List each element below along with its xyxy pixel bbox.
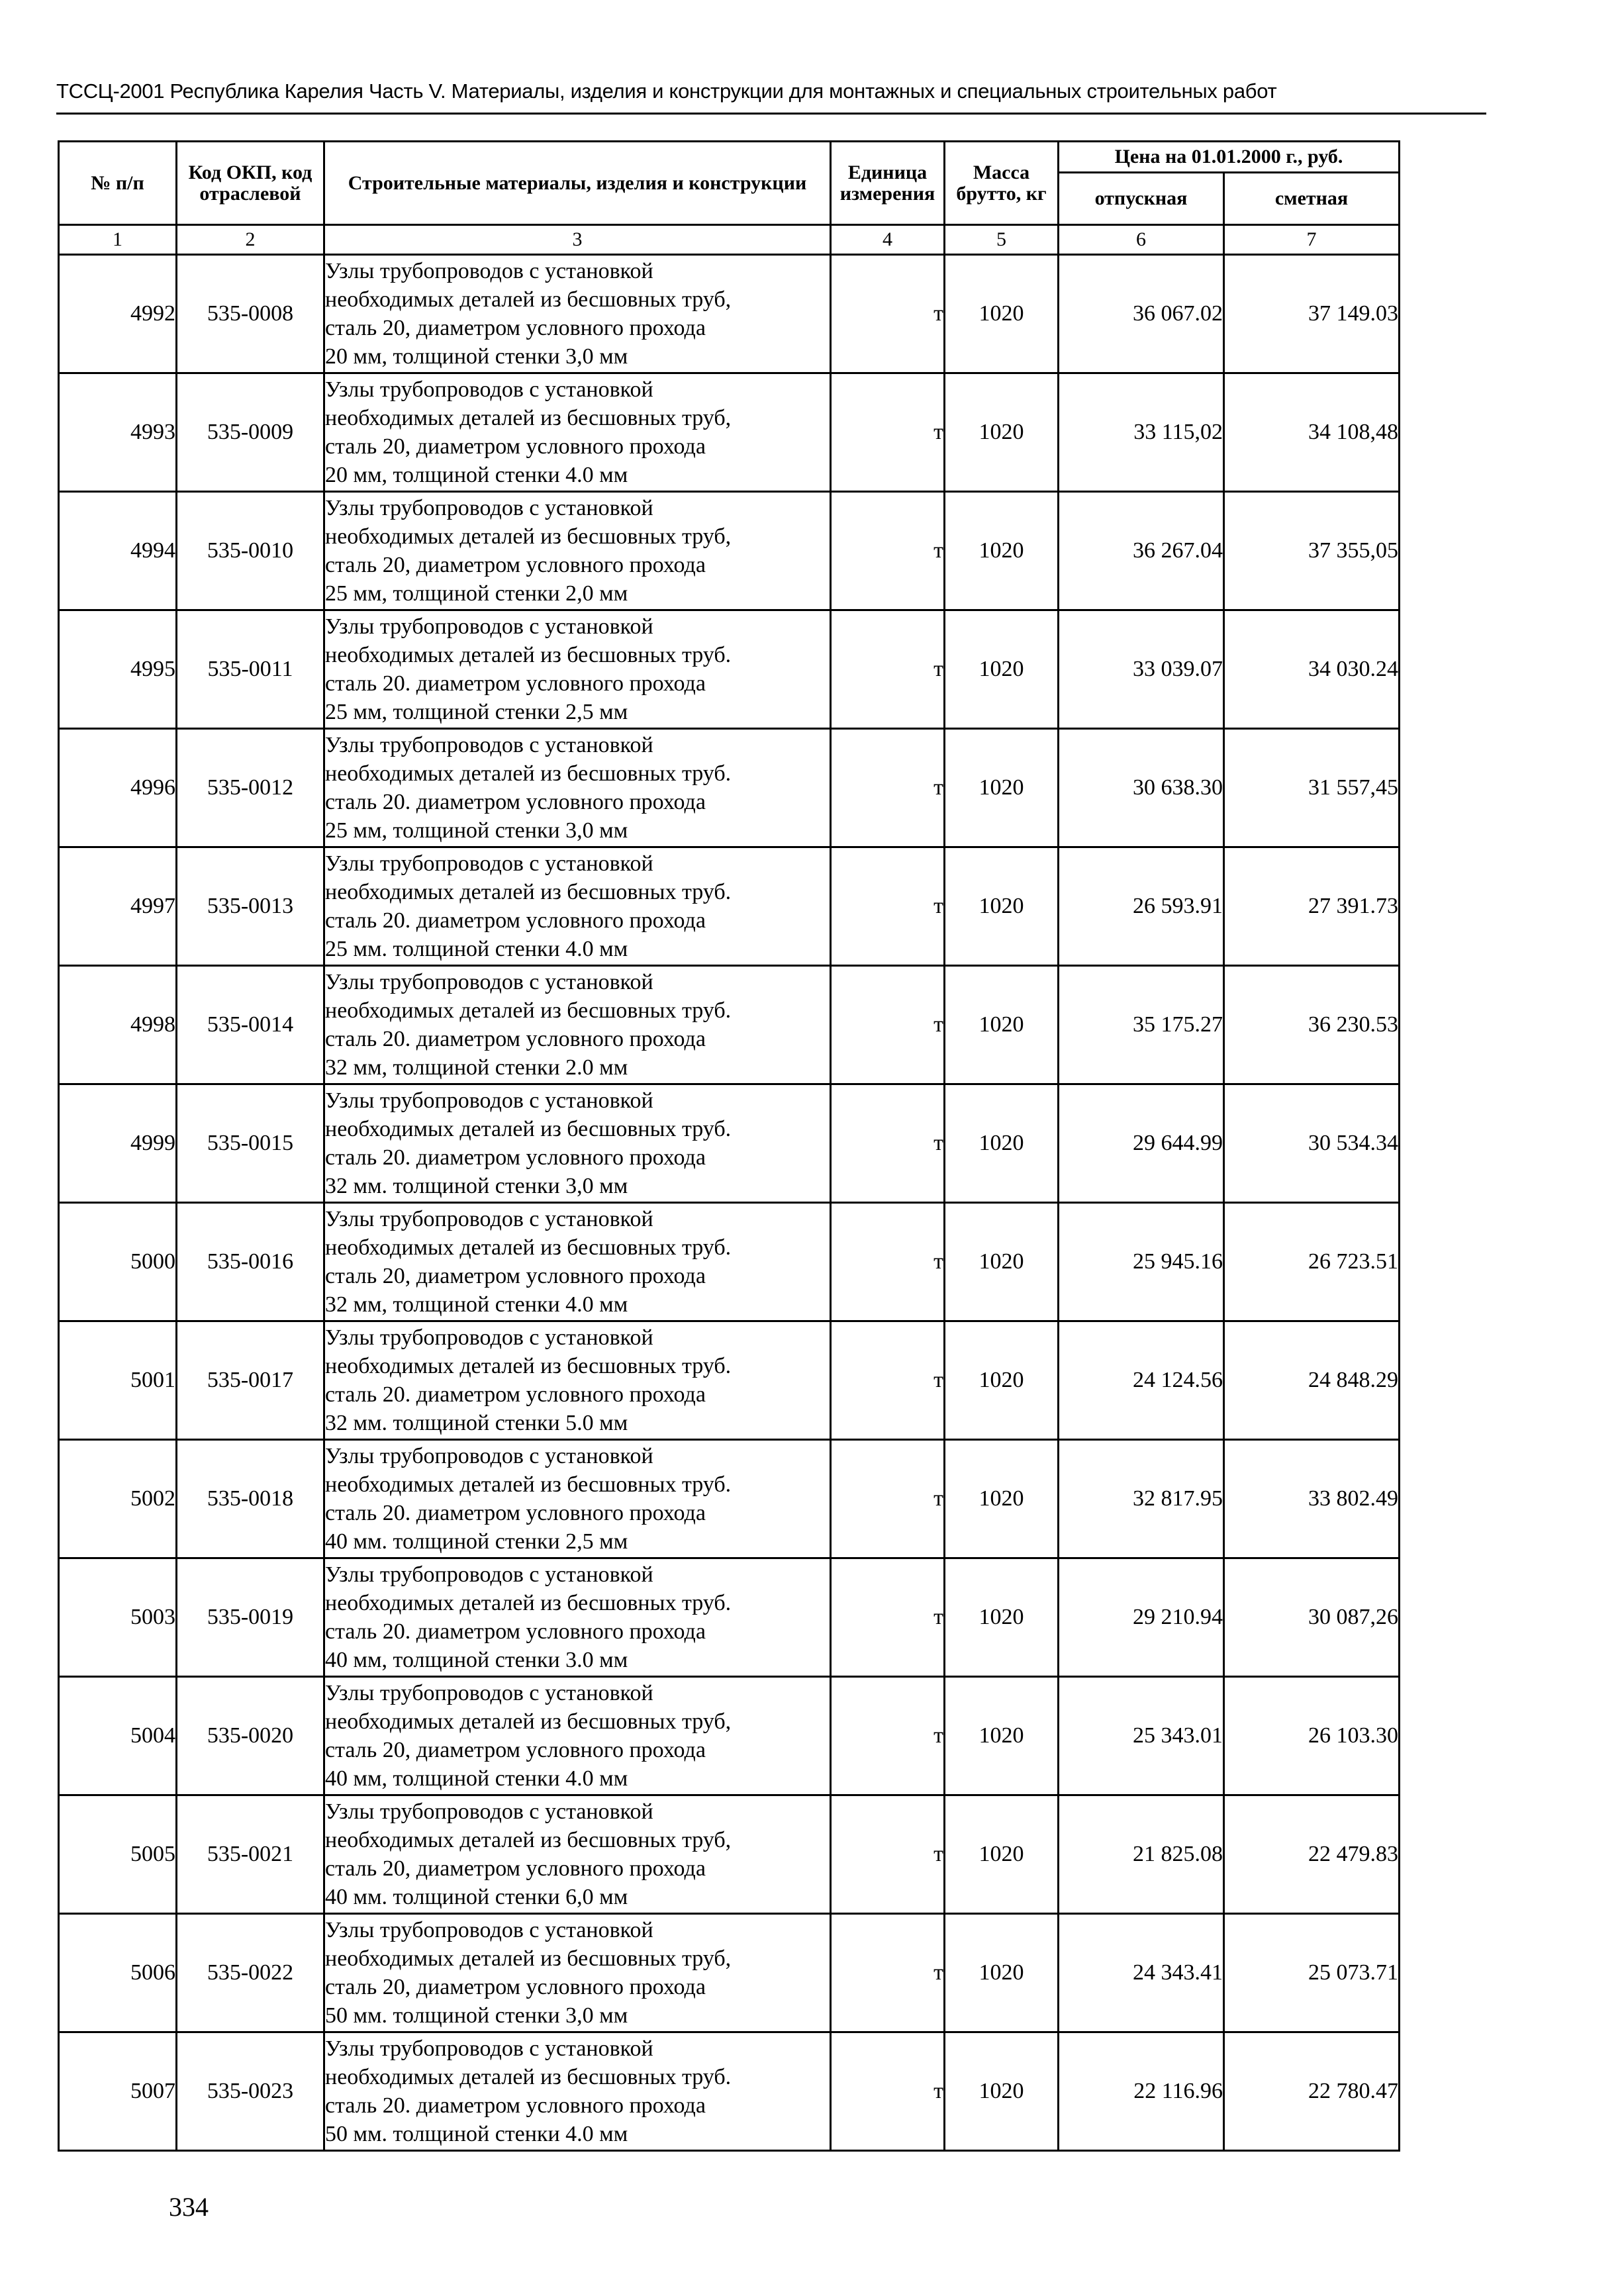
cell-name-line: 20 мм, толщиной стенки 3,0 мм [325,344,628,369]
cell-name-line: сталь 20. диаметром условного прохода [325,2093,706,2118]
cell-price-release: 29 644.99 [1059,1084,1224,1203]
table-row [59,1321,1400,1440]
cell-name [324,1203,831,1321]
table-row [59,610,1400,729]
cell-unit: т [831,610,945,729]
page-number: 334 [169,2192,209,2222]
cell-name-line: 32 мм. толщиной стенки 5.0 мм [325,1411,628,1435]
cell-price-estimate: 34 108,48 [1224,373,1400,492]
cell-mass: 1020 [945,2032,1059,2151]
cell-num: 4993 [59,373,177,492]
cell-num: 4995 [59,610,177,729]
cell-name [324,1321,831,1440]
cell-name-line: сталь 20. диаметром условного прохода [325,1145,706,1170]
cell-name-line: необходимых деталей из бесшовных труб. [325,998,732,1023]
table-row [59,255,1400,373]
cell-price-release: 29 210.94 [1059,1558,1224,1677]
cell-code: 535-0010 [177,492,324,610]
table-header-row [59,142,1400,173]
cell-name-line: 32 мм, толщиной стенки 2.0 мм [325,1055,628,1080]
cell-mass: 1020 [945,847,1059,966]
table-row [59,1677,1400,1795]
cell-name-line: 25 мм, толщиной стенки 2,5 мм [325,700,628,724]
cell-name-line: сталь 20, диаметром условного прохода [325,1975,706,1999]
cell-name-line: сталь 20. диаметром условного прохода [325,908,706,933]
cell-name [324,2032,831,2151]
cell-name-line: необходимых деталей из бесшовных труб, [325,1828,732,1852]
cell-num: 4998 [59,966,177,1084]
cell-mass: 1020 [945,1914,1059,2032]
column-number: 6 [1059,225,1224,255]
cell-mass: 1020 [945,729,1059,847]
cell-code: 535-0013 [177,847,324,966]
cell-price-estimate: 30 087,26 [1224,1558,1400,1677]
cell-num: 5007 [59,2032,177,2151]
cell-name-line: необходимых деталей из бесшовных труб. [325,1235,732,1260]
cell-name [324,492,831,610]
cell-price-estimate: 37 355,05 [1224,492,1400,610]
cell-mass: 1020 [945,373,1059,492]
cell-code: 535-0011 [177,610,324,729]
cell-name-line: сталь 20, диаметром условного прохода [325,316,706,340]
cell-price-release: 26 593.91 [1059,847,1224,966]
cell-name-line: 40 мм, толщиной стенки 4.0 мм [325,1766,628,1791]
table-row [59,1440,1400,1558]
cell-code: 535-0023 [177,2032,324,2151]
cell-code: 535-0019 [177,1558,324,1677]
cell-mass: 1020 [945,1084,1059,1203]
cell-name-line: 40 мм. толщиной стенки 6,0 мм [325,1885,628,1909]
cell-name [324,255,831,373]
cell-name-line: Узлы трубопроводов с установкой [325,496,653,520]
cell-name-line: 25 мм, толщиной стенки 3,0 мм [325,818,628,843]
cell-name-line: Узлы трубопроводов с установкой [325,1681,653,1705]
price-table [58,140,1400,2152]
cell-price-release: 35 175.27 [1059,966,1224,1084]
table-row [59,729,1400,847]
column-number: 2 [177,225,324,255]
header-name: Строительные материалы, изделия и конструкции [324,142,831,225]
cell-price-estimate: 30 534.34 [1224,1084,1400,1203]
table-row [59,1558,1400,1677]
cell-num: 4999 [59,1084,177,1203]
cell-name-line: необходимых деталей из бесшовных труб. [325,1354,732,1378]
cell-price-release: 24 343.41 [1059,1914,1224,2032]
cell-name-line: сталь 20, диаметром условного прохода [325,553,706,577]
cell-name-line: Узлы трубопроводов с установкой [325,259,653,283]
cell-name [324,729,831,847]
header-price: Цена на 01.01.2000 г., руб. [1059,142,1400,173]
cell-mass: 1020 [945,1440,1059,1558]
cell-price-estimate: 37 149.03 [1224,255,1400,373]
cell-name-line: необходимых деталей из бесшовных труб, [325,287,732,312]
cell-name-line: сталь 20, диаметром условного прохода [325,434,706,459]
cell-name-line: Узлы трубопроводов с установкой [325,1088,653,1113]
cell-num: 4996 [59,729,177,847]
cell-unit: т [831,1203,945,1321]
cell-name-line: Узлы трубопроводов с установкой [325,851,653,876]
cell-name-line: необходимых деталей из бесшовных труб, [325,406,732,430]
cell-name-line: необходимых деталей из бесшовных труб, [325,1946,732,1971]
cell-name-line: 50 мм. толщиной стенки 4.0 мм [325,2122,628,2146]
cell-price-estimate: 22 780.47 [1224,2032,1400,2151]
cell-code: 535-0018 [177,1440,324,1558]
cell-price-estimate: 33 802.49 [1224,1440,1400,1558]
cell-unit: т [831,1914,945,2032]
cell-unit: т [831,1795,945,1914]
cell-num: 4992 [59,255,177,373]
cell-mass: 1020 [945,255,1059,373]
cell-name-line: сталь 20. диаметром условного прохода [325,1501,706,1525]
header-unit: Единица измерения [831,142,945,225]
cell-mass: 1020 [945,1795,1059,1914]
cell-name [324,1440,831,1558]
column-number: 4 [831,225,945,255]
cell-name-line: Узлы трубопроводов с установкой [325,1207,653,1231]
column-number: 1 [59,225,177,255]
cell-name-line: Узлы трубопроводов с установкой [325,2036,653,2061]
cell-num: 5006 [59,1914,177,2032]
cell-price-estimate: 31 557,45 [1224,729,1400,847]
cell-name-line: Узлы трубопроводов с установкой [325,1444,653,1468]
cell-price-estimate: 26 103.30 [1224,1677,1400,1795]
cell-price-estimate: 34 030.24 [1224,610,1400,729]
table-row [59,1914,1400,2032]
cell-mass: 1020 [945,610,1059,729]
header-num: № п/п [59,142,177,225]
cell-name-line: необходимых деталей из бесшовных труб. [325,1591,732,1615]
table-row [59,1795,1400,1914]
cell-num: 4994 [59,492,177,610]
table-body [59,255,1400,2151]
header-code: Код ОКП, код отраслевой [177,142,324,225]
cell-name-line: сталь 20, диаметром условного прохода [325,1738,706,1762]
cell-unit: т [831,373,945,492]
cell-price-release: 33 039.07 [1059,610,1224,729]
cell-name [324,966,831,1084]
cell-name-line: 32 мм. толщиной стенки 3,0 мм [325,1174,628,1198]
cell-name-line: сталь 20. диаметром условного прохода [325,1382,706,1407]
cell-price-release: 21 825.08 [1059,1795,1224,1914]
table-row [59,492,1400,610]
cell-name-line: необходимых деталей из бесшовных труб. [325,1472,732,1497]
cell-name-line: необходимых деталей из бесшовных труб. [325,2065,732,2089]
cell-name-line: Узлы трубопроводов с установкой [325,733,653,757]
cell-num: 5002 [59,1440,177,1558]
cell-code: 535-0016 [177,1203,324,1321]
cell-code: 535-0009 [177,373,324,492]
cell-name [324,1558,831,1677]
header-price-release: отпускная [1059,173,1224,225]
cell-name-line: необходимых деталей из бесшовных труб. [325,1117,732,1141]
cell-unit: т [831,492,945,610]
cell-name [324,1084,831,1203]
cell-name-line: 40 мм, толщиной стенки 3.0 мм [325,1648,628,1672]
cell-name-line: необходимых деталей из бесшовных труб. [325,761,732,786]
cell-code: 535-0012 [177,729,324,847]
header-mass: Масса брутто, кг [945,142,1059,225]
cell-unit: т [831,1321,945,1440]
cell-unit: т [831,729,945,847]
table-row [59,2032,1400,2151]
cell-num: 4997 [59,847,177,966]
column-number: 5 [945,225,1059,255]
cell-name-line: Узлы трубопроводов с установкой [325,1918,653,1942]
cell-mass: 1020 [945,492,1059,610]
cell-name [324,373,831,492]
cell-name-line: Узлы трубопроводов с установкой [325,1799,653,1824]
cell-mass: 1020 [945,1321,1059,1440]
cell-price-release: 22 116.96 [1059,2032,1224,2151]
cell-num: 5001 [59,1321,177,1440]
cell-name-line: Узлы трубопроводов с установкой [325,614,653,639]
cell-price-release: 36 267.04 [1059,492,1224,610]
cell-code: 535-0008 [177,255,324,373]
cell-unit: т [831,1440,945,1558]
cell-code: 535-0017 [177,1321,324,1440]
cell-name-line: 50 мм. толщиной стенки 3,0 мм [325,2003,628,2028]
header-divider [56,113,1486,115]
cell-name-line: Узлы трубопроводов с установкой [325,377,653,402]
cell-price-release: 25 343.01 [1059,1677,1224,1795]
cell-name-line: 20 мм, толщиной стенки 4.0 мм [325,463,628,487]
table-row [59,1084,1400,1203]
cell-name-line: Узлы трубопроводов с установкой [325,1562,653,1587]
cell-name-line: сталь 20. диаметром условного прохода [325,1619,706,1644]
cell-name [324,1914,831,2032]
header-price-estimate: сметная [1224,173,1400,225]
cell-unit: т [831,1677,945,1795]
cell-price-release: 30 638.30 [1059,729,1224,847]
cell-name-line: сталь 20. диаметром условного прохода [325,1027,706,1051]
cell-name [324,1795,831,1914]
cell-num: 5004 [59,1677,177,1795]
cell-unit: т [831,255,945,373]
cell-price-release: 25 945.16 [1059,1203,1224,1321]
cell-name-line: сталь 20. диаметром условного прохода [325,671,706,696]
cell-name-line: сталь 20, диаметром условного прохода [325,1264,706,1288]
cell-unit: т [831,1558,945,1677]
column-number: 7 [1224,225,1400,255]
cell-unit: т [831,847,945,966]
cell-name-line: сталь 20. диаметром условного прохода [325,790,706,814]
cell-num: 5003 [59,1558,177,1677]
cell-name [324,847,831,966]
cell-price-estimate: 25 073.71 [1224,1914,1400,2032]
cell-code: 535-0021 [177,1795,324,1914]
column-number: 3 [324,225,831,255]
cell-unit: т [831,2032,945,2151]
cell-mass: 1020 [945,1677,1059,1795]
page-header-title: ТССЦ-2001 Республика Карелия Часть V. Материалы, изделия и конструкции для монтажных и специальных строительных работ [56,79,1277,103]
cell-name-line: 32 мм, толщиной стенки 4.0 мм [325,1292,628,1317]
table-row [59,966,1400,1084]
cell-name-line: 25 мм, толщиной стенки 2,0 мм [325,581,628,606]
cell-name [324,610,831,729]
cell-mass: 1020 [945,966,1059,1084]
cell-code: 535-0022 [177,1914,324,2032]
cell-name-line: необходимых деталей из бесшовных труб. [325,643,732,667]
cell-num: 5005 [59,1795,177,1914]
cell-price-release: 24 124.56 [1059,1321,1224,1440]
cell-name-line: необходимых деталей из бесшовных труб, [325,1709,732,1734]
table-row [59,1203,1400,1321]
cell-name-line: 25 мм. толщиной стенки 4.0 мм [325,937,628,961]
cell-price-release: 36 067.02 [1059,255,1224,373]
cell-mass: 1020 [945,1203,1059,1321]
cell-price-estimate: 24 848.29 [1224,1321,1400,1440]
cell-num: 5000 [59,1203,177,1321]
cell-name-line: Узлы трубопроводов с установкой [325,1325,653,1350]
cell-price-estimate: 36 230.53 [1224,966,1400,1084]
cell-price-release: 33 115,02 [1059,373,1224,492]
cell-price-estimate: 27 391.73 [1224,847,1400,966]
cell-price-estimate: 26 723.51 [1224,1203,1400,1321]
cell-mass: 1020 [945,1558,1059,1677]
cell-name-line: необходимых деталей из бесшовных труб, [325,524,732,549]
cell-unit: т [831,1084,945,1203]
cell-price-release: 32 817.95 [1059,1440,1224,1558]
cell-price-estimate: 22 479.83 [1224,1795,1400,1914]
cell-code: 535-0014 [177,966,324,1084]
table-row [59,373,1400,492]
cell-code: 535-0020 [177,1677,324,1795]
cell-name-line: необходимых деталей из бесшовных труб. [325,880,732,904]
column-number-row [59,225,1400,255]
cell-name [324,1677,831,1795]
table-row [59,847,1400,966]
cell-name-line: Узлы трубопроводов с установкой [325,970,653,994]
cell-name-line: 40 мм. толщиной стенки 2,5 мм [325,1529,628,1554]
cell-name-line: сталь 20, диаметром условного прохода [325,1856,706,1881]
cell-unit: т [831,966,945,1084]
cell-code: 535-0015 [177,1084,324,1203]
